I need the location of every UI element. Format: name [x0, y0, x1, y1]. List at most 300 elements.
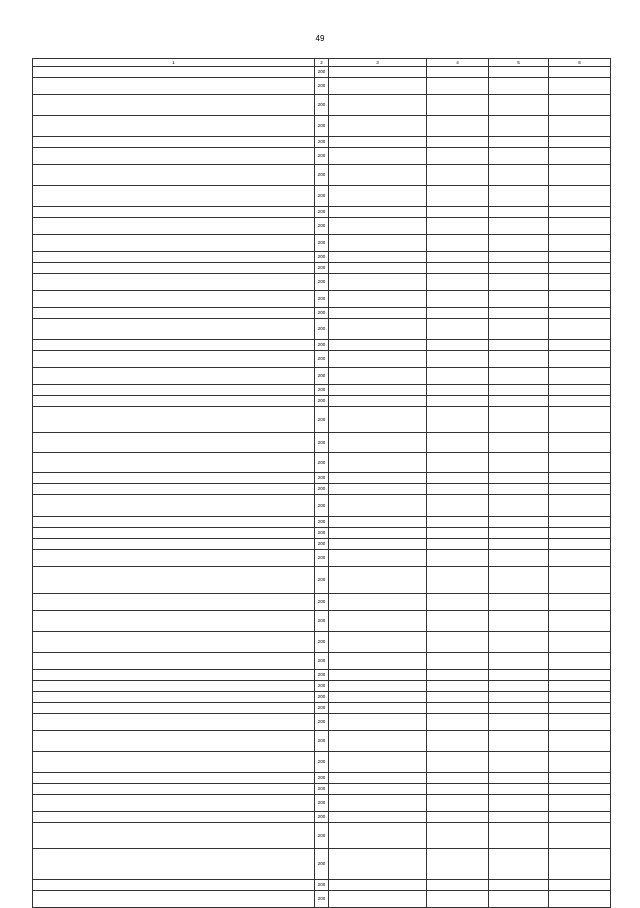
row-amount-remaining [549, 773, 611, 784]
row-code: 200 [315, 484, 329, 495]
row-amount-executed [489, 714, 549, 731]
row-amount-plan [427, 752, 489, 773]
row-amount-plan [427, 235, 489, 252]
table-row [33, 235, 611, 252]
row-amount-remaining [549, 784, 611, 795]
row-kbk [329, 594, 427, 611]
row-kbk [329, 823, 427, 849]
table-row [33, 274, 611, 291]
row-kbk [329, 714, 427, 731]
row-amount-plan [427, 116, 489, 137]
row-name [33, 235, 315, 252]
row-name [33, 308, 315, 319]
row-code: 200 [315, 795, 329, 812]
row-kbk [329, 812, 427, 823]
row-kbk [329, 148, 427, 165]
row-amount-executed [489, 351, 549, 368]
row-amount-plan [427, 340, 489, 351]
row-kbk [329, 407, 427, 433]
row-amount-remaining [549, 396, 611, 407]
row-name [33, 567, 315, 594]
row-kbk [329, 517, 427, 528]
row-name [33, 773, 315, 784]
row-amount-plan [427, 495, 489, 517]
row-kbk [329, 849, 427, 880]
row-kbk [329, 340, 427, 351]
row-kbk [329, 550, 427, 567]
row-code: 200 [315, 116, 329, 137]
table-row [33, 517, 611, 528]
row-name [33, 78, 315, 95]
row-amount-executed [489, 517, 549, 528]
row-kbk [329, 137, 427, 148]
row-amount-remaining [549, 274, 611, 291]
row-name [33, 692, 315, 703]
row-amount-plan [427, 263, 489, 274]
row-kbk [329, 235, 427, 252]
row-name [33, 95, 315, 116]
row-amount-plan [427, 773, 489, 784]
row-code: 200 [315, 291, 329, 308]
row-amount-executed [489, 291, 549, 308]
row-amount-remaining [549, 252, 611, 263]
row-code: 200 [315, 681, 329, 692]
table-row [33, 823, 611, 849]
row-name [33, 274, 315, 291]
row-code: 200 [315, 263, 329, 274]
row-amount-plan [427, 78, 489, 95]
row-amount-executed [489, 539, 549, 550]
table-row [33, 385, 611, 396]
row-code: 200 [315, 539, 329, 550]
row-amount-executed [489, 396, 549, 407]
table-row [33, 812, 611, 823]
row-kbk [329, 453, 427, 473]
row-name [33, 407, 315, 433]
row-amount-executed [489, 550, 549, 567]
table-row [33, 207, 611, 218]
row-kbk [329, 319, 427, 340]
row-amount-executed [489, 773, 549, 784]
row-kbk [329, 611, 427, 632]
row-amount-executed [489, 274, 549, 291]
row-code: 200 [315, 517, 329, 528]
row-amount-remaining [549, 368, 611, 385]
row-code: 200 [315, 396, 329, 407]
row-kbk [329, 484, 427, 495]
header-row [33, 59, 611, 67]
row-amount-plan [427, 274, 489, 291]
row-name [33, 484, 315, 495]
row-code: 200 [315, 891, 329, 908]
row-kbk [329, 207, 427, 218]
row-kbk [329, 653, 427, 670]
row-code: 200 [315, 594, 329, 611]
table-row [33, 653, 611, 670]
row-kbk [329, 670, 427, 681]
row-kbk [329, 692, 427, 703]
row-amount-remaining [549, 148, 611, 165]
row-amount-executed [489, 340, 549, 351]
table-row [33, 632, 611, 653]
row-name [33, 731, 315, 752]
row-amount-plan [427, 473, 489, 484]
row-amount-plan [427, 484, 489, 495]
row-name [33, 752, 315, 773]
row-amount-executed [489, 594, 549, 611]
row-amount-plan [427, 291, 489, 308]
row-amount-executed [489, 681, 549, 692]
row-amount-remaining [549, 714, 611, 731]
row-amount-remaining [549, 528, 611, 539]
row-amount-remaining [549, 731, 611, 752]
row-name [33, 453, 315, 473]
row-kbk [329, 291, 427, 308]
row-name [33, 396, 315, 407]
row-amount-remaining [549, 539, 611, 550]
row-name [33, 165, 315, 186]
row-amount-plan [427, 218, 489, 235]
row-kbk [329, 567, 427, 594]
table-row [33, 714, 611, 731]
row-name [33, 849, 315, 880]
row-amount-executed [489, 95, 549, 116]
row-code: 200 [315, 692, 329, 703]
row-name [33, 795, 315, 812]
table-row [33, 252, 611, 263]
table-row [33, 703, 611, 714]
row-amount-remaining [549, 235, 611, 252]
row-name [33, 319, 315, 340]
row-amount-plan [427, 137, 489, 148]
row-amount-plan [427, 252, 489, 263]
row-amount-remaining [549, 752, 611, 773]
row-kbk [329, 473, 427, 484]
row-amount-plan [427, 453, 489, 473]
row-code: 200 [315, 218, 329, 235]
row-amount-executed [489, 823, 549, 849]
row-code: 200 [315, 812, 329, 823]
row-name [33, 473, 315, 484]
row-kbk [329, 396, 427, 407]
row-amount-plan [427, 731, 489, 752]
row-name [33, 67, 315, 78]
row-code: 200 [315, 880, 329, 891]
table-body [33, 67, 611, 908]
row-name [33, 368, 315, 385]
table-row [33, 731, 611, 752]
row-kbk [329, 539, 427, 550]
row-kbk [329, 274, 427, 291]
row-amount-plan [427, 186, 489, 207]
row-code: 200 [315, 235, 329, 252]
row-name [33, 116, 315, 137]
column-header: 6 [549, 59, 611, 67]
row-amount-executed [489, 78, 549, 95]
row-amount-remaining [549, 823, 611, 849]
row-code: 200 [315, 137, 329, 148]
table-row [33, 752, 611, 773]
row-name [33, 528, 315, 539]
table-row [33, 784, 611, 795]
row-amount-plan [427, 396, 489, 407]
row-amount-remaining [549, 351, 611, 368]
row-amount-remaining [549, 611, 611, 632]
row-amount-executed [489, 165, 549, 186]
table-row [33, 186, 611, 207]
table-row [33, 319, 611, 340]
table-row [33, 681, 611, 692]
row-amount-remaining [549, 319, 611, 340]
row-amount-remaining [549, 681, 611, 692]
row-code: 200 [315, 148, 329, 165]
row-code: 200 [315, 784, 329, 795]
row-amount-plan [427, 703, 489, 714]
row-code: 200 [315, 849, 329, 880]
row-amount-remaining [549, 795, 611, 812]
row-amount-plan [427, 368, 489, 385]
row-amount-remaining [549, 186, 611, 207]
row-amount-plan [427, 653, 489, 670]
row-amount-executed [489, 703, 549, 714]
row-amount-executed [489, 495, 549, 517]
row-amount-plan [427, 681, 489, 692]
row-amount-remaining [549, 849, 611, 880]
row-amount-remaining [549, 340, 611, 351]
row-amount-executed [489, 670, 549, 681]
row-name [33, 433, 315, 453]
row-amount-remaining [549, 567, 611, 594]
row-amount-executed [489, 218, 549, 235]
row-kbk [329, 528, 427, 539]
row-code: 200 [315, 67, 329, 78]
row-amount-remaining [549, 517, 611, 528]
row-amount-remaining [549, 67, 611, 78]
row-amount-plan [427, 165, 489, 186]
row-code: 200 [315, 453, 329, 473]
row-amount-executed [489, 752, 549, 773]
row-code: 200 [315, 252, 329, 263]
column-header: 2 [315, 59, 329, 67]
row-amount-executed [489, 731, 549, 752]
row-amount-executed [489, 453, 549, 473]
row-amount-executed [489, 67, 549, 78]
row-code: 200 [315, 823, 329, 849]
row-amount-remaining [549, 385, 611, 396]
table-row [33, 340, 611, 351]
row-code: 200 [315, 274, 329, 291]
row-kbk [329, 880, 427, 891]
row-code: 200 [315, 165, 329, 186]
row-name [33, 594, 315, 611]
row-kbk [329, 252, 427, 263]
row-code: 200 [315, 495, 329, 517]
row-amount-plan [427, 795, 489, 812]
row-amount-remaining [549, 473, 611, 484]
row-code: 200 [315, 567, 329, 594]
row-amount-executed [489, 528, 549, 539]
row-amount-executed [489, 567, 549, 594]
row-amount-executed [489, 611, 549, 632]
row-code: 200 [315, 319, 329, 340]
table-row [33, 550, 611, 567]
row-code: 200 [315, 385, 329, 396]
table-row [33, 433, 611, 453]
row-name [33, 385, 315, 396]
row-code: 200 [315, 433, 329, 453]
budget-table [32, 58, 611, 908]
table-row [33, 528, 611, 539]
row-amount-remaining [549, 137, 611, 148]
row-kbk [329, 731, 427, 752]
row-name [33, 351, 315, 368]
row-amount-remaining [549, 880, 611, 891]
table-row [33, 495, 611, 517]
row-amount-executed [489, 407, 549, 433]
row-code: 200 [315, 186, 329, 207]
row-kbk [329, 351, 427, 368]
table-row [33, 291, 611, 308]
row-name [33, 681, 315, 692]
row-amount-executed [489, 692, 549, 703]
row-amount-remaining [549, 308, 611, 319]
row-amount-executed [489, 252, 549, 263]
table-row [33, 95, 611, 116]
row-code: 200 [315, 773, 329, 784]
row-amount-remaining [549, 484, 611, 495]
table-row [33, 670, 611, 681]
row-code: 200 [315, 340, 329, 351]
row-amount-plan [427, 611, 489, 632]
table-row [33, 137, 611, 148]
table-row [33, 692, 611, 703]
row-code: 200 [315, 752, 329, 773]
table-row [33, 880, 611, 891]
row-amount-remaining [549, 495, 611, 517]
row-amount-executed [489, 186, 549, 207]
row-kbk [329, 795, 427, 812]
row-code: 200 [315, 368, 329, 385]
row-amount-plan [427, 714, 489, 731]
row-amount-executed [489, 368, 549, 385]
table-row [33, 308, 611, 319]
table-row [33, 263, 611, 274]
row-amount-remaining [549, 453, 611, 473]
row-kbk [329, 495, 427, 517]
row-amount-plan [427, 95, 489, 116]
row-code: 200 [315, 351, 329, 368]
row-code: 200 [315, 407, 329, 433]
row-amount-remaining [549, 78, 611, 95]
row-amount-executed [489, 319, 549, 340]
row-name [33, 550, 315, 567]
table-row [33, 218, 611, 235]
column-header: 5 [489, 59, 549, 67]
row-amount-remaining [549, 433, 611, 453]
table-row [33, 567, 611, 594]
row-name [33, 517, 315, 528]
row-amount-remaining [549, 812, 611, 823]
row-amount-executed [489, 148, 549, 165]
row-amount-remaining [549, 692, 611, 703]
row-code: 200 [315, 632, 329, 653]
table-row [33, 795, 611, 812]
row-name [33, 218, 315, 235]
row-kbk [329, 165, 427, 186]
row-amount-remaining [549, 670, 611, 681]
row-kbk [329, 308, 427, 319]
row-amount-remaining [549, 407, 611, 433]
table-row [33, 407, 611, 433]
row-amount-executed [489, 137, 549, 148]
row-amount-plan [427, 517, 489, 528]
row-kbk [329, 752, 427, 773]
row-code: 200 [315, 550, 329, 567]
row-kbk [329, 784, 427, 795]
table-row [33, 473, 611, 484]
row-amount-plan [427, 539, 489, 550]
row-amount-plan [427, 632, 489, 653]
row-code: 200 [315, 611, 329, 632]
row-amount-executed [489, 632, 549, 653]
table-row [33, 351, 611, 368]
row-code: 200 [315, 714, 329, 731]
row-amount-remaining [549, 594, 611, 611]
row-kbk [329, 186, 427, 207]
row-amount-remaining [549, 653, 611, 670]
row-name [33, 137, 315, 148]
row-amount-plan [427, 148, 489, 165]
row-kbk [329, 681, 427, 692]
table-row [33, 165, 611, 186]
row-amount-plan [427, 670, 489, 681]
row-amount-executed [489, 385, 549, 396]
table-row [33, 116, 611, 137]
table-row [33, 368, 611, 385]
row-name [33, 714, 315, 731]
row-amount-plan [427, 67, 489, 78]
row-kbk [329, 95, 427, 116]
row-name [33, 653, 315, 670]
row-kbk [329, 263, 427, 274]
table-row [33, 773, 611, 784]
row-amount-plan [427, 308, 489, 319]
row-code: 200 [315, 473, 329, 484]
table-row [33, 484, 611, 495]
row-amount-plan [427, 812, 489, 823]
row-code: 200 [315, 95, 329, 116]
row-amount-executed [489, 484, 549, 495]
table-row [33, 539, 611, 550]
row-code: 200 [315, 703, 329, 714]
row-amount-executed [489, 784, 549, 795]
row-amount-remaining [549, 116, 611, 137]
row-code: 200 [315, 207, 329, 218]
row-amount-plan [427, 550, 489, 567]
row-name [33, 823, 315, 849]
row-amount-plan [427, 784, 489, 795]
row-amount-remaining [549, 165, 611, 186]
row-amount-plan [427, 207, 489, 218]
row-amount-executed [489, 812, 549, 823]
row-name [33, 703, 315, 714]
row-amount-plan [427, 433, 489, 453]
row-kbk [329, 218, 427, 235]
column-header: 3 [329, 59, 427, 67]
row-code: 200 [315, 653, 329, 670]
row-kbk [329, 67, 427, 78]
row-amount-executed [489, 308, 549, 319]
